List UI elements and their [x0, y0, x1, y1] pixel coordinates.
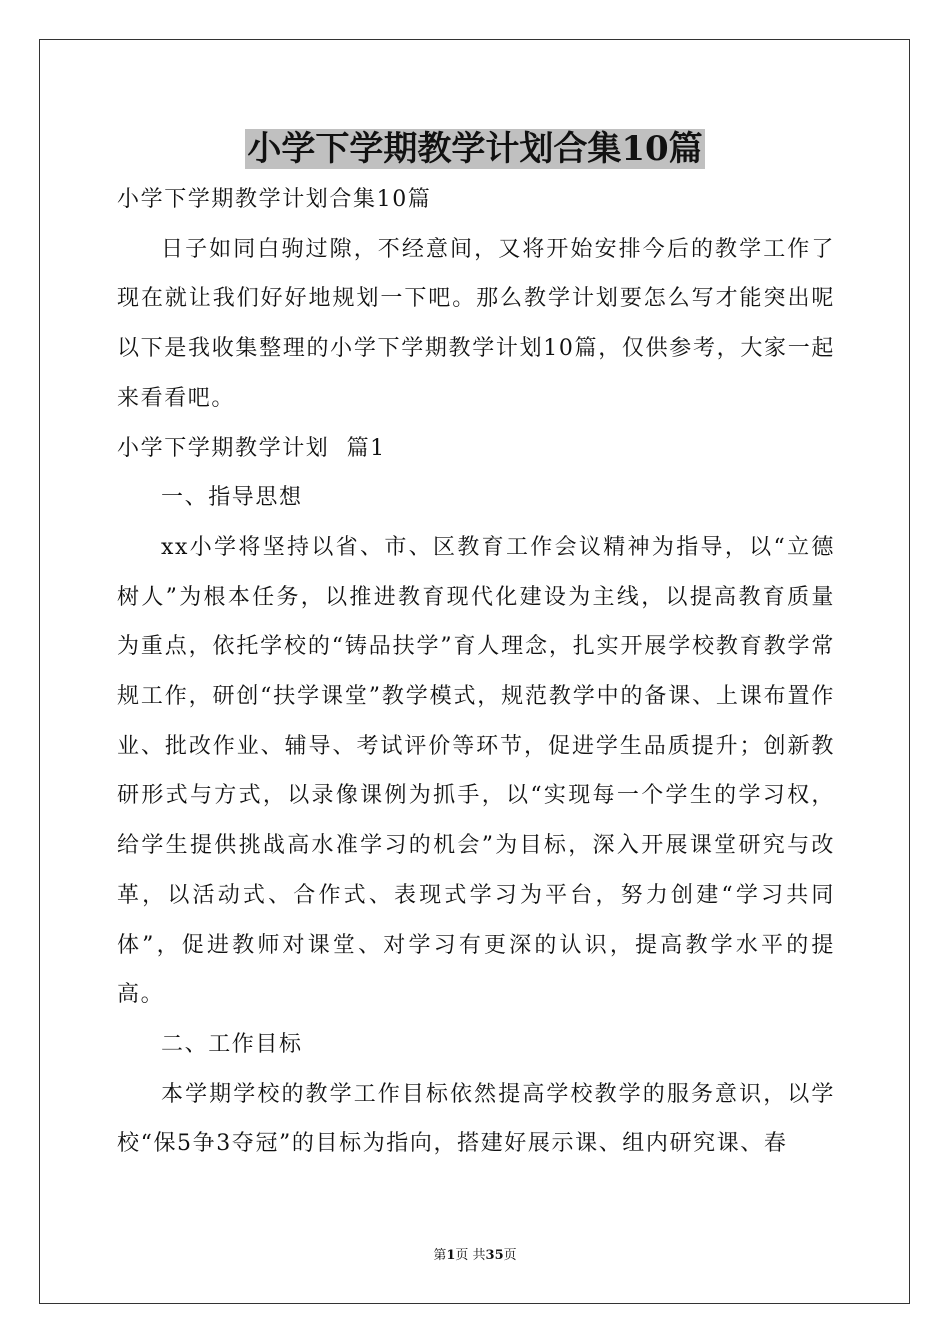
- footer-current-page: 1: [446, 1248, 456, 1263]
- subtitle-paragraph: 小学下学期教学计划合集10篇: [117, 187, 432, 212]
- document-body: [117, 175, 835, 1169]
- intro-paragraph: 日子如同白驹过隙，不经意间，又将开始安排今后的教学工作了现在就让我们好好地规划一下吧。那么教学计划要怎么写才能突出呢以下是我收集整理的小学下学期教学计划10篇，仅供参考，大家一起来看看吧。: [117, 236, 835, 411]
- body-paragraph-guiding-thought: xx小学将坚持以省、市、区教育工作会议精神为指导，以“立德树人”为根本任务，以推进教育现代化建设为主线，以提高教育质量为重点，依托学校的“铸品扶学”育人理念，扎实开展学校教育教学常规工作，研创“扶学课堂”教学模式，规范教学中的备课、上课布置作业、批改作业、辅导、考试评价等环节，促进学生品质提升；创新教研形式与方式，以录像课例为抓手，以“实现每一个学生的学习权，给学生提供挑战高水准学习的机会”为目标，深入开展课堂研究与改革，以活动式、合作式、表现式学习为平台，努力创建“学习共同体”，促进教师对课堂、对学习有更深的认识，提高教学水平的提高。: [117, 534, 835, 1008]
- footer-mid: 页 共: [455, 1248, 486, 1263]
- footer-suffix: 页: [503, 1248, 517, 1263]
- section-heading-1: 小学下学期教学计划 篇1: [117, 435, 386, 461]
- document-title: [0, 124, 950, 174]
- subheading-guiding-thought: 一、指导思想: [161, 485, 303, 511]
- footer-prefix: 第: [433, 1248, 447, 1263]
- subheading-work-goals: 二、工作目标: [161, 1031, 303, 1057]
- footer-total-pages: 35: [485, 1248, 504, 1263]
- document-title-text: 小学下学期教学计划合集10篇: [247, 129, 703, 169]
- page-footer: [0, 1246, 950, 1266]
- body-paragraph-work-goals: 本学期学校的教学工作目标依然提高学校教学的服务意识，以学校“保5争3夺冠”的目标为指向，搭建好展示课、组内研究课、春: [117, 1081, 835, 1157]
